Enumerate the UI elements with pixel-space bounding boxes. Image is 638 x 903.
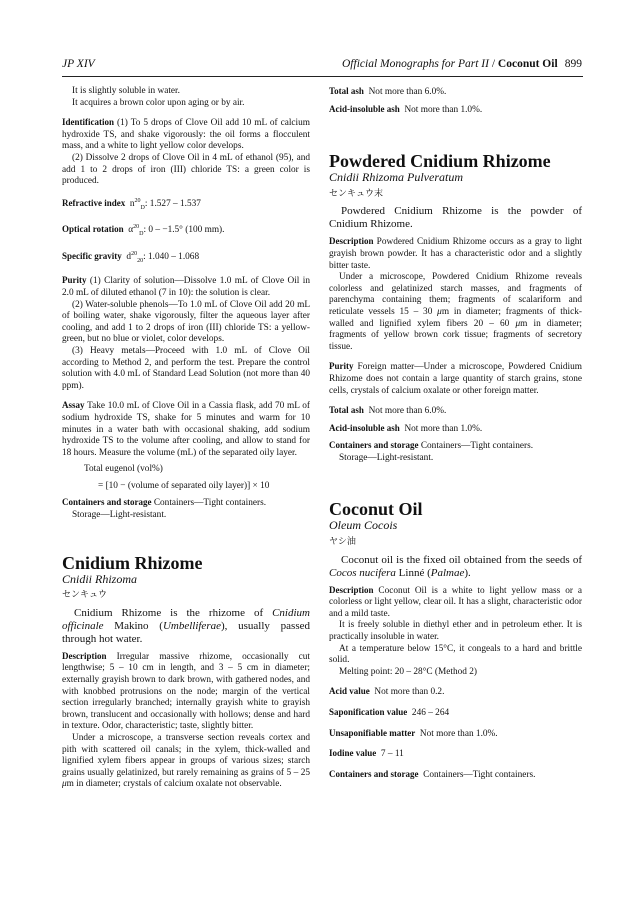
identification-label: Identification — [62, 117, 115, 128]
coconut-storage-row — [329, 769, 582, 782]
powdered-description-label: Description — [329, 236, 374, 247]
acid-value-row — [329, 686, 582, 699]
optical-rotation-label: Optical rotation — [62, 224, 124, 235]
assay-text: Take 10.0 mL of Clove Oil in a Cassia flask, add 70 mL of sodium hydroxide TS, shake for 5 minutes and warm for 10 minutes in a water bath with occasional shaking, add sodium hydroxide TS to the volume after cooling, and allow to stand for 18 hours. Measure the volume (mL) of the separated oily layer. — [62, 401, 310, 458]
powdered-microscopy-b: m in diameter; fragments of thick-walled and lignified xylem fibers 20 – 60 — [329, 306, 582, 329]
total-ash-text: Not more than 6.0%. — [368, 87, 447, 97]
total-ash-label: Total ash — [329, 86, 364, 96]
cnidium-description — [62, 651, 310, 733]
optical-rotation-row — [62, 222, 310, 241]
coconut-oil-definition — [329, 554, 582, 580]
coconut-melting-point: Melting point: 20 – 28°C (Method 2) — [339, 666, 478, 677]
refractive-index-symbol: n — [129, 198, 135, 209]
monograph-title-powdered-cnidium: Powdered Cnidium Rhizome — [329, 151, 551, 172]
refractive-index-row — [62, 196, 310, 215]
storage-label: Containers and storage — [62, 497, 152, 508]
identification-test-1: (1) To 5 drops of Clove Oil add 10 mL of calcium hydroxide TS, and shake vigorously: the oil forms a flocculent mass, and a white to light yellow color develops. — [62, 118, 311, 152]
identification-section — [62, 117, 310, 153]
powdered-acid-ash-row — [329, 423, 582, 436]
iodine-value-text: 7 – 11 — [380, 749, 404, 760]
acid-insoluble-ash-row — [329, 104, 582, 117]
coconut-definition-a: Coconut oil is the fixed oil obtained from the seeds of — [341, 553, 582, 566]
japanese-name-cnidium: センキュウ — [62, 590, 108, 601]
refractive-index-sup: 20 — [134, 197, 141, 204]
unsaponifiable-matter-row — [329, 728, 582, 741]
purity-test-1: (1) Clarity of solution—Dissolve 1.0 mL of Clove Oil in 2.0 mL of diluted ethanol (7 in 10): the solution is clear. — [62, 276, 310, 298]
powdered-acid-ash-label: Acid-insoluble ash — [329, 422, 400, 433]
coconut-definition-b: Linné ( — [395, 566, 431, 579]
assay-label: Assay — [62, 400, 85, 411]
acid-value-text: Not more than 0.2. — [374, 687, 445, 698]
identification-test-2: (2) Dissolve 2 drops of Clove Oil in 4 mL of ethanol (95), and add 1 to 2 drops of iron (III) chloride TS: a green color is produced. — [62, 152, 310, 187]
coconut-family: Palmae — [430, 566, 465, 579]
powdered-purity-label: Purity — [329, 361, 354, 372]
specific-gravity-sup: 20 — [131, 250, 138, 257]
powdered-microscopy-c: m in diameter; fragments of yellow brown cork tissue; fragments of secretory tissue. — [329, 318, 583, 352]
saponification-value-text: 246 – 264 — [411, 708, 450, 718]
coconut-storage-text: Containers—Tight containers. — [423, 769, 536, 780]
right-column — [329, 86, 582, 786]
coconut-description-text: Coconut Oil is a white to light yellow mass or a colorless or light yellow, clear oil. It has a slight, characteristic odor and a mild taste. — [329, 585, 582, 619]
refractive-index-label: Refractive index — [62, 197, 126, 208]
powdered-total-ash-text: Not more than 6.0%. — [368, 406, 447, 417]
clove-solubility-text: It is slightly soluble in water. — [72, 86, 180, 96]
cnidium-definition-c: ), usually passed through hot water. — [62, 619, 310, 645]
formula-line-1: Total eugenol (vol%) — [84, 464, 163, 475]
coconut-species: Cocos nucifera — [329, 566, 396, 579]
cnidium-definition-b: Makino ( — [103, 619, 163, 632]
powdered-description-text: Powdered Cnidium Rhizome occurs as a gray to light grayish brown powder. It has a characteristic odor and a slightly bitter taste. — [329, 237, 583, 271]
powdered-microscopy — [329, 272, 582, 353]
optical-rotation-sub: D — [139, 231, 144, 238]
unsaponifiable-matter-text: Not more than 1.0%. — [419, 728, 498, 739]
powdered-storage-label: Containers and storage — [329, 440, 419, 451]
cnidium-microscopy-unit: μ — [62, 779, 67, 790]
cnidium-description-text: Irregular massive rhizome, occasionally cut lengthwise; 5 – 10 cm in length, and 3 – 5 cm in diameter; externally grayish brown to dark brown, with gathered nodes, and with knobbed protrusions on the node; margin of the vertical section irregularly branched; internally grayish white to grayish brown, translucent and occasionally with hollows; dense and hard in texture. Odor, characteristic; taste, slightly bitter. — [62, 651, 311, 732]
latin-name-cnidium: Cnidii Rhizoma — [62, 571, 138, 586]
powdered-microscopy-unit-1: μ — [437, 306, 442, 317]
left-column — [62, 86, 310, 791]
coconut-congealing: At a temperature below 15°C, it congeals to a hard and brittle solid. — [329, 643, 582, 666]
storage-text-2: Storage—Light-resistant. — [72, 510, 167, 521]
refractive-index-sub: D — [140, 204, 145, 211]
latin-name-coconut-oil: Oleum Cocois — [329, 518, 398, 533]
storage-section — [62, 497, 310, 510]
powdered-total-ash-row — [329, 405, 582, 418]
monograph-title-coconut-oil: Coconut Oil — [329, 499, 423, 520]
coconut-description-label: Description — [329, 584, 374, 595]
powdered-total-ash-label: Total ash — [329, 405, 364, 416]
page-number: 899 — [564, 58, 582, 70]
optical-rotation-value: : 0 – −1.5° (100 mm). — [143, 225, 225, 236]
powdered-purity — [329, 361, 582, 397]
specific-gravity-label: Specific gravity — [62, 250, 122, 261]
specific-gravity-symbol: d — [126, 251, 132, 262]
specific-gravity-row — [62, 249, 310, 268]
cnidium-microscopy-a: Under a microscope, a transverse section reveals cortex and pith with scattered oil canals; in the xylem, thick-walled and lignified xylem fibers appear in groups of various sizes; starch grains usually gelatinized, but rarely remaining as grains of 5 – 25 — [62, 733, 310, 778]
running-title-monograph: Coconut Oil — [497, 58, 558, 70]
coconut-description — [329, 585, 582, 621]
purity-section — [62, 275, 310, 299]
clove-aging-text: It acquires a brown color upon aging or by air. — [72, 97, 245, 108]
running-title — [342, 58, 558, 70]
coconut-storage-label: Containers and storage — [329, 768, 419, 779]
acid-value-label: Acid value — [329, 686, 370, 697]
assay-section — [62, 400, 310, 459]
powdered-description — [329, 236, 582, 272]
purity-test-2: (2) Water-soluble phenols—To 1.0 mL of Clove Oil add 20 mL of boiling water, shake vigorously, filter the aqueous layer after cooling, and add 1 to 2 drops of iron (III) chloride TS: a yellow-green, but no blue or violet, color develops. — [62, 299, 310, 345]
powdered-cnidium-definition: Powdered Cnidium Rhizome is the powder of Cnidium Rhizome. — [329, 205, 582, 231]
cnidium-family: Umbelliferae — [162, 619, 221, 632]
japanese-name-powdered-cnidium: センキュウ末 — [329, 188, 384, 199]
refractive-index-value: : 1.527 – 1.537 — [144, 198, 201, 209]
monograph-title-cnidium: Cnidium Rhizome — [62, 552, 203, 573]
iodine-value-label: Iodine value — [329, 748, 377, 759]
specific-gravity-sub: 20 — [137, 257, 144, 264]
powdered-storage-text: Containers—Tight containers. — [420, 441, 534, 452]
powdered-storage-text-2: Storage—Light-resistant. — [339, 452, 434, 463]
total-ash-row — [329, 86, 582, 99]
acid-insoluble-ash-label: Acid-insoluble ash — [329, 103, 400, 114]
page-header — [62, 58, 582, 78]
unsaponifiable-matter-label: Unsaponifiable matter — [329, 727, 416, 738]
coconut-solubility: It is freely soluble in diethyl ether and in petroleum ether. It is practically insoluble in water. — [329, 620, 582, 643]
powdered-microscopy-a: Under a microscope, Powdered Cnidium Rhizome reveals colorless and gelatinized starch masses, and fragments of parenchyma containing them; fragments of scalariform and reticulate vessels 15 – 30 — [329, 272, 582, 317]
formula-line-2: = [10 − (volume of separated oily layer)] × 10 — [98, 480, 270, 491]
powdered-microscopy-unit-2: μ — [515, 318, 521, 329]
cnidium-definition — [62, 607, 310, 646]
purity-test-3: (3) Heavy metals—Proceed with 1.0 mL of Clove Oil according to Method 2, and perform the test. Prepare the control solution with 4.0 mL of Standard Lead Solution (not more than 40 ppm). — [62, 345, 310, 391]
saponification-value-row — [329, 707, 582, 720]
japanese-name-coconut-oil: ヤシ油 — [329, 537, 356, 548]
cnidium-microscopy — [62, 733, 310, 791]
powdered-storage — [329, 440, 582, 453]
latin-name-powdered-cnidium: Cnidii Rhizoma Pulveratum — [329, 170, 463, 185]
header-rule — [62, 76, 583, 77]
coconut-definition-c: ). — [464, 566, 471, 579]
specific-gravity-value: : 1.040 – 1.068 — [143, 251, 200, 262]
cnidium-description-label: Description — [62, 650, 107, 661]
purity-label: Purity — [62, 275, 87, 286]
iodine-value-row — [329, 748, 582, 761]
cnidium-species: Cnidium officinale — [62, 606, 310, 632]
optical-rotation-symbol: α — [128, 225, 134, 236]
powdered-purity-text: Foreign matter—Under a microscope, Powdered Cnidium Rhizome does not contain a large quantity of starch grains, stone cells, crystals of calcium oxalate or other foreign matter. — [329, 362, 582, 396]
cnidium-definition-a: Cnidium Rhizome is the rhizome of — [74, 606, 273, 619]
optical-rotation-sup: 20 — [133, 224, 140, 231]
running-title-separator: / — [491, 58, 496, 70]
powdered-acid-ash-text: Not more than 1.0%. — [404, 423, 483, 434]
running-title-part: Official Monographs for Part II — [342, 58, 489, 70]
cnidium-microscopy-b: m in diameter; crystals of calcium oxalate not observable. — [66, 779, 282, 790]
acid-insoluble-ash-text: Not more than 1.0%. — [404, 104, 483, 115]
storage-text: Containers—Tight containers. — [153, 498, 267, 509]
saponification-value-label: Saponification value — [329, 707, 408, 717]
pharmacopoeia-label: JP XIV — [62, 58, 95, 70]
